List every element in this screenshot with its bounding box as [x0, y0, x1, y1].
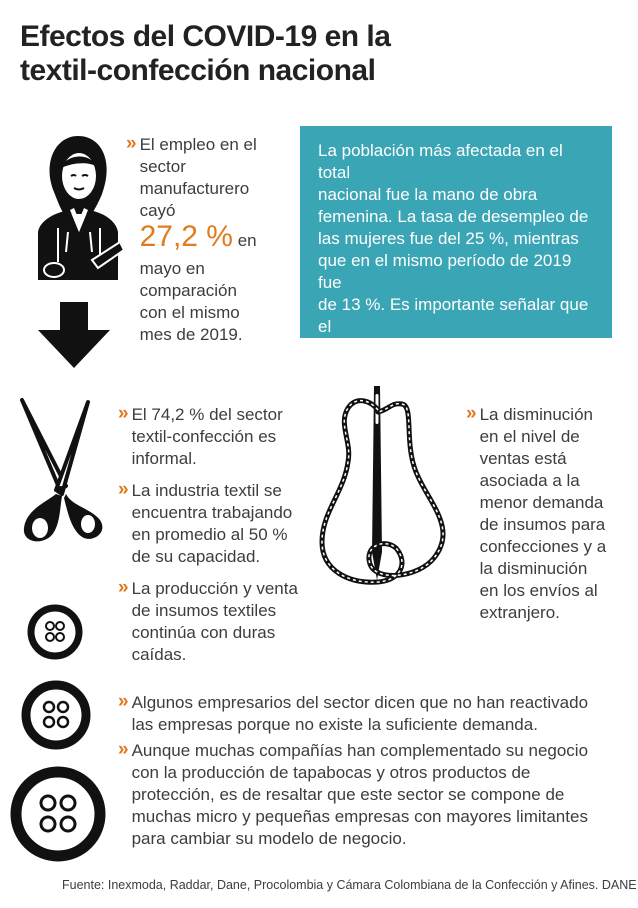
- bullet-line: caídas.: [131, 645, 187, 664]
- bullet-line: en promedio al 50 %: [131, 525, 288, 544]
- employment-line: sector: [139, 157, 186, 176]
- highlight-line: femenina. La tasa de desempleo de: [318, 207, 589, 226]
- bullet-line: extranjero.: [479, 603, 560, 622]
- bullet-text: [132, 404, 283, 470]
- bullet-line: para cambiar su modelo de negocio.: [131, 829, 407, 848]
- title-line-1: Efectos del COVID-19 en la: [20, 20, 391, 53]
- needle-thread-icon: [318, 382, 468, 594]
- bullet-line: Aunque muchas compañías han complementado su negocio: [131, 741, 589, 760]
- bullet-line: La industria textil se: [131, 481, 282, 500]
- bullet-chevron-icon: »: [118, 739, 124, 760]
- right-bullet: [466, 404, 622, 624]
- highlight-line: las mujeres fue del 25 %, mientras: [318, 229, 579, 248]
- button-icon: [10, 766, 106, 862]
- bullet-line: La producción y venta: [131, 579, 298, 598]
- button-icon: [21, 680, 91, 750]
- woman-worker-icon: [28, 132, 128, 282]
- bullet-line: Algunos empresarios del sector dicen que no han reactivado: [131, 693, 589, 712]
- bullet-text: [132, 578, 298, 666]
- bullet-line: informal.: [131, 449, 197, 468]
- bullet-line: textil-confección es: [131, 427, 277, 446]
- highlight-line: sector textil cuenta con un alto: [318, 339, 548, 358]
- bullet-chevron-icon: »: [118, 403, 124, 424]
- employment-value-line: [140, 220, 257, 258]
- button-icon: [27, 604, 83, 660]
- employment-text: [140, 134, 257, 346]
- highlight-line: de 13 %. Es importante señalar que el: [318, 295, 589, 336]
- bullet-line: menor demanda: [479, 493, 604, 512]
- bullet-line: La disminución: [479, 405, 593, 424]
- bullet-line: protección, es de resaltar que este sector se compone de: [131, 785, 565, 804]
- bullet-line: El 74,2 % del sector: [131, 405, 283, 424]
- bullet-chevron-icon: »: [118, 577, 124, 598]
- bullet-chevron-icon: »: [118, 479, 124, 500]
- employment-line: mes de 2019.: [139, 325, 243, 344]
- bullet-line: las empresas porque no existe la suficiente demanda.: [131, 715, 538, 734]
- source-note: Fuente: Inexmoda, Raddar, Dane, Procolombia y Cámara Colombiana de la Confección y Afines. DANE: [62, 878, 637, 892]
- employment-line: mayo en: [139, 259, 205, 278]
- highlight-line: La población más afectada en el total: [318, 141, 563, 182]
- bullet-line: muchas micro y pequeñas empresas con mayores limitantes: [131, 807, 588, 826]
- bullet-line: de su capacidad.: [131, 547, 261, 566]
- employment-line: cayó: [139, 201, 176, 220]
- bullet-line: ventas está: [479, 449, 567, 468]
- bullet-chevron-icon: »: [118, 691, 124, 712]
- employment-value-suffix: en: [232, 231, 257, 250]
- down-arrow-icon: [38, 302, 110, 368]
- bullet-text: [132, 692, 588, 736]
- bullet-line: la disminución: [479, 559, 588, 578]
- employment-line: comparación: [139, 281, 237, 300]
- bullet-item: [118, 578, 314, 666]
- bullet-line: de insumos textiles: [131, 601, 277, 620]
- bullet-text: [132, 740, 588, 850]
- highlight-box: [300, 126, 612, 380]
- bullet-line: asociada a la: [479, 471, 580, 490]
- bullet-chevron-icon: »: [466, 403, 472, 424]
- employment-line: El empleo en el: [139, 135, 257, 154]
- scissors-icon: [16, 398, 108, 548]
- bullet-item: [118, 692, 628, 736]
- page-title: [20, 20, 620, 88]
- bullet-text: [480, 404, 607, 624]
- bullet-chevron-icon: »: [126, 133, 132, 154]
- highlight-line: porcentaje de ocupación femenina.: [318, 361, 583, 380]
- bullet-item: [118, 740, 628, 850]
- bullet-line: confecciones y a: [479, 537, 607, 556]
- title-line-2: textil-confección nacional: [20, 54, 376, 87]
- employment-line: con el mismo: [139, 303, 240, 322]
- bullet-item: [118, 480, 314, 568]
- bottom-bullets: [118, 692, 628, 850]
- bullet-line: en el nivel de: [479, 427, 580, 446]
- bullet-line: de insumos para: [479, 515, 606, 534]
- highlight-line: que en el mismo período de 2019 fue: [318, 251, 572, 292]
- bullet-text: [132, 480, 293, 568]
- employment-value: 27,2 %: [139, 220, 233, 253]
- employment-line: manufacturero: [139, 179, 250, 198]
- bullet-item: [118, 404, 314, 470]
- bullet-line: con la producción de tapabocas y otros productos de: [131, 763, 531, 782]
- bullet-line: continúa con duras: [131, 623, 276, 642]
- highlight-line: nacional fue la mano de obra: [318, 185, 538, 204]
- employment-bullet: [126, 134, 286, 346]
- bullet-line: encuentra trabajando: [131, 503, 293, 522]
- bullet-line: en los envíos al: [479, 581, 598, 600]
- left-bullets: [118, 404, 314, 666]
